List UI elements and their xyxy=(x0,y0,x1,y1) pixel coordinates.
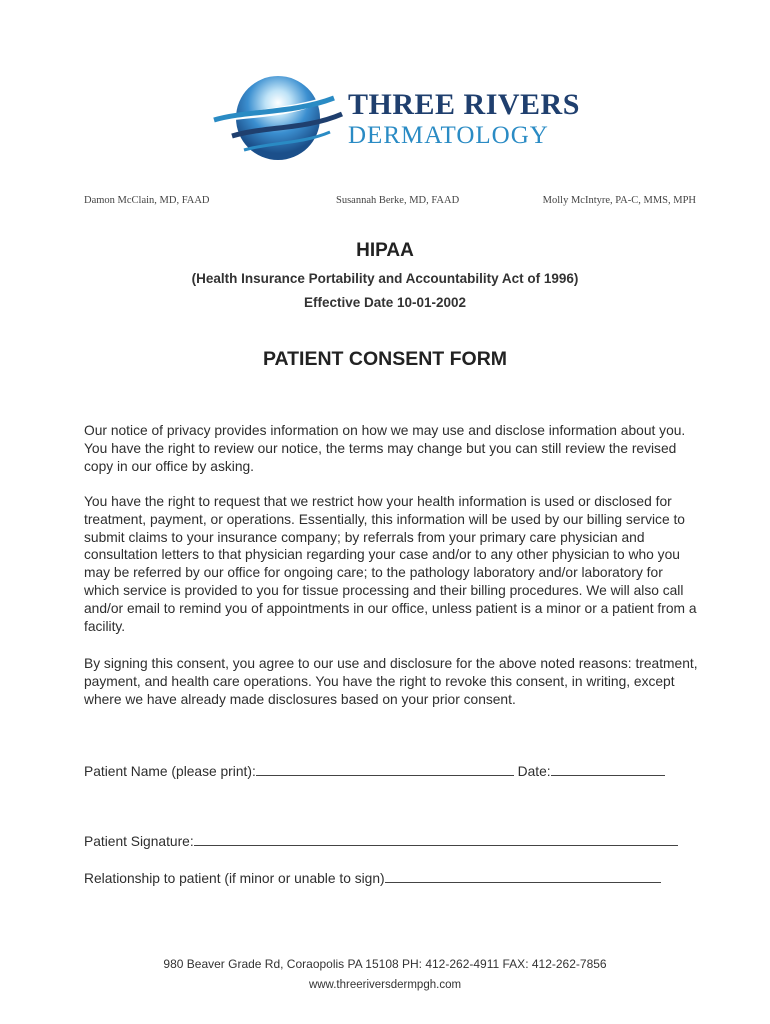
signature-label: Patient Signature: xyxy=(84,834,194,849)
patient-name-label: Patient Name (please print): xyxy=(84,764,256,779)
signature-field[interactable] xyxy=(194,832,678,846)
effective-date: Effective Date 10-01-2002 xyxy=(303,295,467,310)
footer-website[interactable]: www.threeriversdermpgh.com xyxy=(308,979,462,991)
relationship-label: Relationship to patient (if minor or unable to sign) xyxy=(84,871,385,886)
hipaa-title: HIPAA xyxy=(356,240,414,261)
doctor-name: Molly McIntyre, PA-C, MMS, MPH xyxy=(542,195,696,206)
form-title: PATIENT CONSENT FORM xyxy=(262,348,508,370)
date-field[interactable] xyxy=(551,762,665,776)
three-rivers-logo xyxy=(210,70,580,166)
restriction-rights-paragraph: You have the right to request that we restrict how your health information is used or disclosed for treatment, payment, or operations. Essentially, this information will be used by our billing service to submit claims to your insurance company; by referrals from your primary care physician and consultation letters to that physician regarding your case and/or to any other physician to who you may be referred by our office for ongoing care; to the pathology laboratory and/or laboratory for which service is provided to you for tissue processing and their billing procedures. We will also call and/or email to remind you of appointments in our office, unless patient is a minor or a patient from a facility. xyxy=(84,494,697,634)
patient-signature-row xyxy=(84,832,694,851)
doctor-list xyxy=(84,195,696,211)
relationship-field[interactable] xyxy=(385,869,661,883)
logo-line-2: DERMATOLOGY xyxy=(348,122,549,149)
consent-agreement-paragraph: By signing this consent, you agree to our use and disclosure for the above noted reasons: treatment, payment, and health care operations. You have the right to revoke this consent, in writing, except where we have already made disclosures based on your prior consent. xyxy=(84,656,698,707)
footer-address: 980 Beaver Grade Rd, Coraopolis PA 15108 PH: 412-262-4911 FAX: 412-262-7856 xyxy=(163,957,607,971)
privacy-notice-paragraph: Our notice of privacy provides information on how we may use and disclose information about you. You have the right to review our notice, the terms may change but you can still review the revised copy in our office by asking. xyxy=(84,423,686,474)
doctor-name: Damon McClain, MD, FAAD xyxy=(84,195,210,206)
patient-name-row xyxy=(84,762,694,781)
relationship-row xyxy=(84,869,694,888)
hipaa-subtitle: (Health Insurance Portability and Accountability Act of 1996) xyxy=(191,271,579,286)
doctor-name: Susannah Berke, MD, FAAD xyxy=(336,195,460,206)
date-label: Date: xyxy=(517,764,551,779)
logo-line-1: THREE RIVERS xyxy=(348,88,580,121)
patient-name-field[interactable] xyxy=(256,762,514,776)
